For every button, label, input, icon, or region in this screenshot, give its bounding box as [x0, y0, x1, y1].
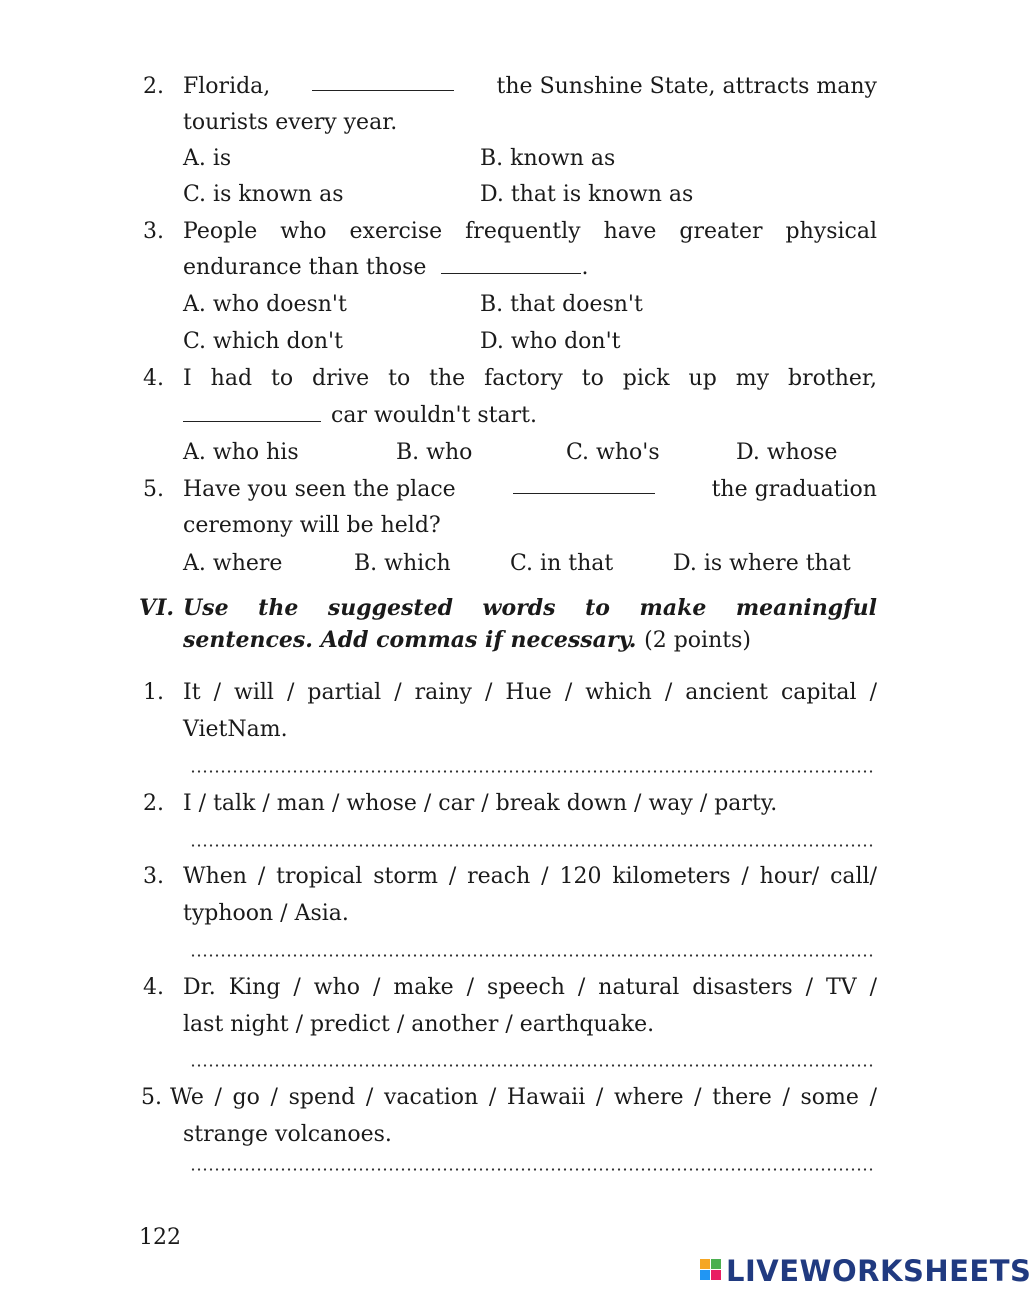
question-text: the Sunshine State, attracts many [496, 74, 877, 99]
question-number: 3. [143, 219, 164, 244]
sentence-prompt: It / will / partial / rainy / Hue / which / ancient capital / [183, 680, 877, 705]
option-b[interactable]: B. which [354, 551, 451, 576]
sentence-number: 3. [143, 864, 164, 889]
sentence-prompt: I / talk / man / whose / car / break down / way / party. [183, 791, 778, 816]
option-c[interactable]: C. is known as [183, 182, 344, 207]
question-text: endurance than those [183, 255, 427, 280]
question-text: tourists every year. [183, 110, 398, 135]
option-c[interactable]: C. in that [510, 551, 614, 576]
question-number: 2. [143, 74, 164, 99]
section-instruction-line2: sentences. Add commas if necessary. [183, 627, 637, 653]
answer-line[interactable] [190, 844, 874, 847]
option-a[interactable]: A. is [183, 146, 232, 171]
option-d[interactable]: D. who don't [480, 329, 621, 354]
sentence-prompt: Dr. King / who / make / speech / natural disasters / TV / [183, 975, 877, 1000]
sentence-number: 4. [143, 975, 164, 1000]
question-text: I had to drive to the factory to pick up my brother, [183, 366, 877, 391]
question-text: ceremony will be held? [183, 513, 441, 538]
section-instruction-line1: Use the suggested words to make meaningful [183, 595, 877, 621]
liveworksheets-logo-icon [700, 1259, 722, 1281]
question-number: 4. [143, 366, 164, 391]
sentence-number: 1. [143, 680, 164, 705]
sentence-prompt: strange volcanoes. [183, 1122, 392, 1147]
question-text: People who exercise frequently have greater physical [183, 219, 877, 244]
sentence-prompt: typhoon / Asia. [183, 901, 349, 926]
answer-line[interactable] [190, 770, 874, 773]
option-b[interactable]: B. known as [480, 146, 616, 171]
option-a[interactable]: A. who doesn't [183, 292, 347, 317]
sentence-number: 2. [143, 791, 164, 816]
answer-line[interactable] [190, 1168, 874, 1171]
option-c[interactable]: C. which don't [183, 329, 343, 354]
question-text: the graduation [711, 477, 877, 502]
option-d[interactable]: D. whose [736, 440, 838, 465]
answer-line[interactable] [190, 954, 874, 957]
section-points: (2 points) [644, 628, 751, 653]
option-c[interactable]: C. who's [566, 440, 660, 465]
question-text: . [581, 255, 589, 280]
answer-blank[interactable] [513, 475, 655, 494]
option-d[interactable]: D. is where that [673, 551, 851, 576]
option-b[interactable]: B. that doesn't [480, 292, 643, 317]
sentence-prompt: When / tropical storm / reach / 120 kilometers / hour/ call/ [183, 864, 877, 889]
sentence-prompt: VietNam. [183, 717, 288, 742]
option-a[interactable]: A. where [183, 551, 283, 576]
liveworksheets-brand: LIVEWORKSHEETS [726, 1254, 1031, 1288]
option-d[interactable]: D. that is known as [480, 182, 694, 207]
question-text: Have you seen the place [183, 477, 456, 502]
option-a[interactable]: A. who his [183, 440, 299, 465]
question-text: car wouldn't start. [331, 403, 537, 428]
answer-blank[interactable] [183, 403, 321, 422]
answer-line[interactable] [190, 1064, 874, 1067]
answer-blank[interactable] [441, 255, 581, 274]
answer-blank[interactable] [312, 72, 454, 91]
question-number: 5. [143, 477, 164, 502]
sentence-number: 5. [141, 1085, 162, 1110]
sentence-prompt: last night / predict / another / earthquake. [183, 1012, 655, 1037]
section-numeral: VI. [139, 595, 175, 621]
sentence-prompt: We / go / spend / vacation / Hawaii / where / there / some / [170, 1085, 877, 1110]
question-text: Florida, [183, 74, 271, 99]
option-b[interactable]: B. who [396, 440, 473, 465]
page-number: 122 [139, 1225, 181, 1250]
